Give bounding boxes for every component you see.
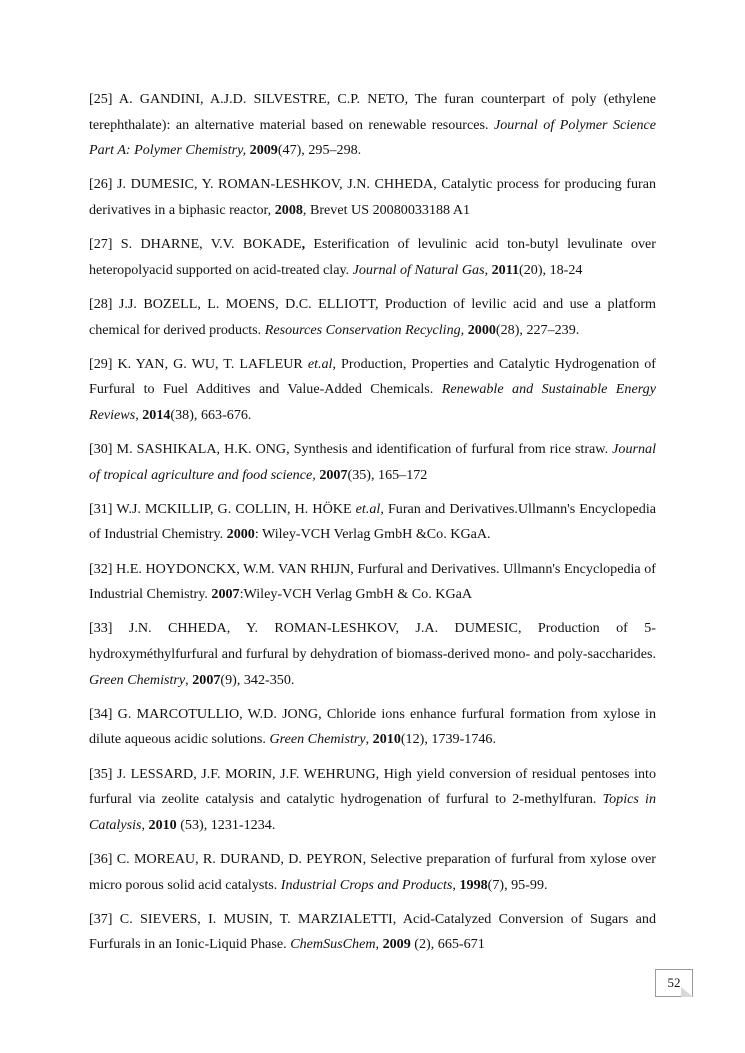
reference-text: , Furan and Derivatives.Ullmann's Encyclopedia of Industrial Chemistry. xyxy=(89,500,656,543)
reference-text: [25] A. GANDINI, A.J.D. SILVESTRE, C.P. NETO, The furan counterpart of poly (ethylene terephthalate): an alternative material based on renewable resources. xyxy=(89,91,656,133)
reference-text: [28] J.J. BOZELL, L. MOENS, D.C. ELLIOTT, Production of levilic acid and use a platform chemical for derived products. xyxy=(89,295,656,338)
reference-entry xyxy=(89,702,656,753)
reference-journal: Resources Conservation Recycling, xyxy=(264,321,465,338)
reference-year: 2008 xyxy=(274,201,303,218)
reference-text: , xyxy=(375,936,383,953)
reference-journal: et.al xyxy=(307,355,333,372)
reference-journal: Topics in Catalysis xyxy=(89,791,657,833)
reference-list xyxy=(89,87,656,967)
reference-text: [33] J.N. CHHEDA, Y. ROMAN-LESHKOV, J.A. DUMESIC, Production of 5-hydroxyméthylfurfural and furfural by dehydration of biomass-derived mono- and poly-saccharides. xyxy=(89,620,656,663)
reference-entry xyxy=(89,907,656,958)
reference-year: 2011 xyxy=(491,261,520,278)
reference-text: , Brevet US 20080033188 A1 xyxy=(302,201,471,218)
reference-text: , Production, Properties and Catalytic Hydrogenation of Furfural to Fuel Additives and Value-Added Chemicals. xyxy=(89,355,656,398)
reference-entry xyxy=(89,616,656,693)
reference-text: (38), 663-676. xyxy=(170,406,252,423)
page-corner-fold-icon xyxy=(681,987,693,997)
reference-journal: ChemSusChem xyxy=(290,936,376,953)
reference-text: , xyxy=(365,731,373,748)
reference-text: [34] G. MARCOTULLIO, W.D. JONG, Chloride ions enhance furfural formation from xylose in dilute aqueous acidic solutions. xyxy=(89,705,656,748)
reference-journal: Journal of Natural Gas xyxy=(352,261,485,278)
reference-text: [26] J. DUMESIC, Y. ROMAN-LESHKOV, J.N. CHHEDA, Catalytic process for producing furan derivatives in a biphasic reactor, xyxy=(89,176,656,218)
reference-year: , xyxy=(301,236,306,253)
reference-year: 2000 xyxy=(467,321,496,338)
reference-entry xyxy=(89,87,656,164)
reference-entry xyxy=(89,762,656,839)
reference-journal: Journal of tropical agriculture and food science, xyxy=(89,441,656,483)
reference-text: (47), 295–298. xyxy=(277,142,362,159)
reference-year: 2014 xyxy=(142,406,171,423)
reference-text: , xyxy=(141,816,149,833)
reference-text: (12), 1739-1746. xyxy=(400,731,496,748)
reference-year: 1998 xyxy=(459,876,488,893)
reference-text: (9), 342-350. xyxy=(220,671,295,688)
reference-text: : Wiley-VCH Verlag GmbH &Co. KGaA. xyxy=(254,526,491,543)
reference-text: (2), 665-671 xyxy=(410,936,485,953)
page-number: 52 xyxy=(667,975,681,990)
reference-year: 2007 xyxy=(319,466,348,483)
reference-entry xyxy=(89,437,656,488)
reference-text: , xyxy=(135,406,143,423)
reference-text: [31] W.J. MCKILLIP, G. COLLIN, H. HÖKE xyxy=(89,500,356,517)
reference-year: 2010 xyxy=(372,731,401,748)
reference-text: (7), 95-99. xyxy=(487,876,548,893)
reference-journal: Industrial Crops and Products xyxy=(280,876,453,893)
reference-journal: Green Chemistry xyxy=(269,731,366,748)
reference-text: [36] C. MOREAU, R. DURAND, D. PEYRON, Selective preparation of furfural from xylose over micro porous solid acid catalysts. xyxy=(89,850,656,893)
reference-text: (20), 18-24 xyxy=(519,261,583,278)
reference-text: , xyxy=(185,671,193,688)
reference-text: :Wiley-VCH Verlag GmbH & Co. KGaA xyxy=(239,586,473,603)
reference-text: [37] C. SIEVERS, I. MUSIN, T. MARZIALETTI, Acid-Catalyzed Conversion of Sugars and Furfurals in an Ionic-Liquid Phase. xyxy=(89,910,656,953)
reference-entry xyxy=(89,232,656,283)
reference-journal: et.al xyxy=(355,500,381,517)
reference-text: (53), 1231-1234. xyxy=(176,816,276,833)
reference-text: [29] K. YAN, G. WU, T. LAFLEUR xyxy=(89,355,308,372)
reference-journal: Green Chemistry xyxy=(89,671,186,688)
reference-text: [27] S. DHARNE, V.V. BOKADE xyxy=(89,236,302,253)
reference-text: , xyxy=(452,876,460,893)
reference-entry xyxy=(89,497,656,548)
reference-year: 2009 xyxy=(382,936,411,953)
reference-entry xyxy=(89,352,656,429)
reference-year: 2009 xyxy=(249,142,278,159)
reference-year: 2000 xyxy=(226,526,255,543)
reference-entry xyxy=(89,172,656,223)
reference-text: (28), 227–239. xyxy=(495,321,580,338)
reference-year: 2010 xyxy=(148,816,177,833)
reference-text: [32] H.E. HOYDONCKX, W.M. VAN RHIJN, Furfural and Derivatives. Ullmann's Encyclopedia of Industrial Chemistry. xyxy=(89,560,656,603)
reference-year: 2007 xyxy=(192,671,221,688)
reference-entry xyxy=(89,847,656,898)
reference-journal: Journal of Polymer Science Part A: Polymer Chemistry, xyxy=(89,116,657,159)
reference-year: 2007 xyxy=(211,586,240,603)
reference-text: [30] M. SASHIKALA, H.K. ONG, Synthesis and identification of furfural from rice straw. xyxy=(89,441,613,458)
reference-journal: Renewable and Sustainable Energy Reviews xyxy=(89,381,656,423)
reference-entry xyxy=(89,292,656,343)
reference-text: Esterification of levulinic acid ton-butyl levulinate over heteropolyacid supported on acid-treated clay. xyxy=(89,236,656,278)
reference-text: (35), 165–172 xyxy=(347,466,428,483)
page-number-box xyxy=(655,969,693,997)
reference-entry xyxy=(89,557,656,608)
reference-text: , xyxy=(484,261,492,278)
reference-text: [35] J. LESSARD, J.F. MORIN, J.F. WEHRUNG, High yield conversion of residual pentoses into furfural via zeolite catalysis and catalytic hydrogenation of furfural to 2-methylfuran. xyxy=(89,765,656,808)
